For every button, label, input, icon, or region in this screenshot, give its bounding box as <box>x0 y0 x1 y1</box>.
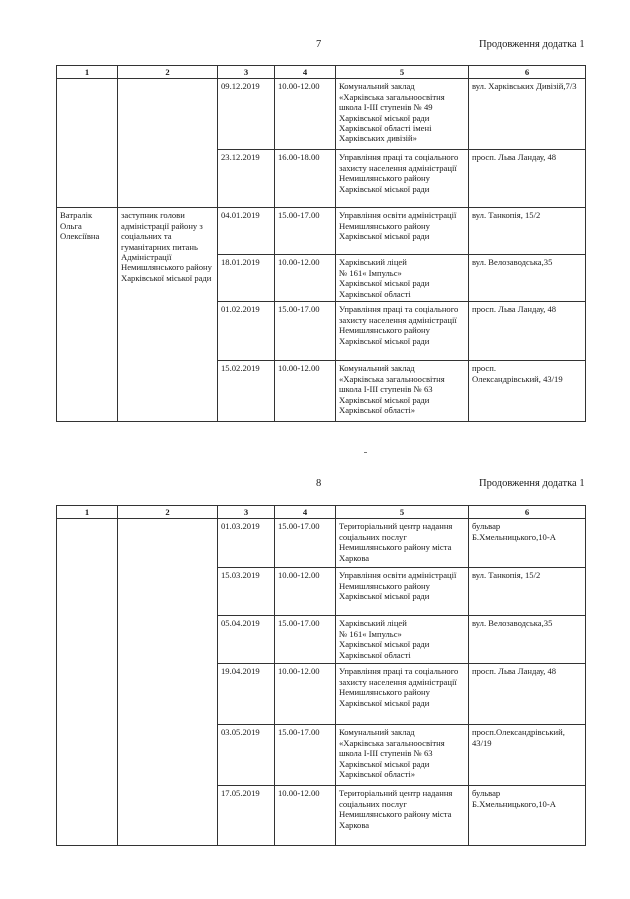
time-cell: 16.00-18.00 <box>275 150 336 208</box>
continuation-note: Продовження додатка 1 <box>479 39 585 50</box>
venue-cell: Комунальний заклад «Харківська загальноосвітня школа І-ІІІ ступенів № 63 Харківської міської ради Харківської області» <box>336 725 469 786</box>
venue-cell: Управління праці та соціального захисту населення адміністрації Немишлянського району Харківської міської ради <box>336 150 469 208</box>
venue-cell: Територіальний центр надання соціальних послуг Немишлянського району міста Харкова <box>336 786 469 846</box>
column-header: 4 <box>275 506 336 519</box>
date-cell: 19.04.2019 <box>218 664 275 725</box>
official-name: Ватралік Ольга Олексіївна <box>57 208 118 422</box>
address-cell: бульвар Б.Хмельницького,10-А <box>469 786 586 846</box>
column-header: 2 <box>118 506 218 519</box>
column-header: 1 <box>57 506 118 519</box>
date-cell: 15.02.2019 <box>218 361 275 422</box>
time-cell: 10.00-12.00 <box>275 664 336 725</box>
address-cell: просп. Льва Ландау, 48 <box>469 302 586 361</box>
position-cell <box>118 519 218 846</box>
column-header-row <box>57 506 586 519</box>
date-cell: 01.03.2019 <box>218 519 275 568</box>
continuation-note: Продовження додатка 1 <box>479 478 585 489</box>
name-cell <box>57 519 118 846</box>
date-cell: 09.12.2019 <box>218 79 275 150</box>
column-header: 2 <box>118 66 218 79</box>
column-header: 5 <box>336 506 469 519</box>
page-number: 7 <box>316 39 322 50</box>
date-cell: 18.01.2019 <box>218 255 275 302</box>
column-header: 6 <box>469 66 586 79</box>
column-header: 3 <box>218 66 275 79</box>
address-cell: просп. Олександрівський, 43/19 <box>469 361 586 422</box>
name-cell <box>57 79 118 208</box>
address-cell: вул. Велозаводська,35 <box>469 616 586 664</box>
venue-cell: Комунальний заклад «Харківська загальноосвітня школа І-ІІІ ступенів № 49 Харківської міської ради Харківської області імені Харківських дивізій» <box>336 79 469 150</box>
date-cell: 05.04.2019 <box>218 616 275 664</box>
address-cell: просп. Льва Ландау, 48 <box>469 150 586 208</box>
venue-cell: Територіальний центр надання соціальних послуг Немишлянського району міста Харкова <box>336 519 469 568</box>
time-cell: 15.00-17.00 <box>275 208 336 255</box>
scan-mark <box>364 452 367 453</box>
official-position: заступник голови адміністрації району з соціальних та гуманітарних питань Адміністрації Немишлянського району Харківської міської ради <box>118 208 218 422</box>
venue-cell: Управління освіти адміністрації Немишлянського району Харківської міської ради <box>336 208 469 255</box>
venue-cell: Управління освіти адміністрації Немишлянського району Харківської міської ради <box>336 568 469 616</box>
date-cell: 03.05.2019 <box>218 725 275 786</box>
page-number: 8 <box>316 478 322 489</box>
address-cell: вул. Велозаводська,35 <box>469 255 586 302</box>
column-header: 4 <box>275 66 336 79</box>
address-cell: вул. Танкопія, 15/2 <box>469 208 586 255</box>
venue-cell: Управління праці та соціального захисту населення адміністрації Немишлянського району Харківської міської ради <box>336 302 469 361</box>
time-cell: 10.00-12.00 <box>275 568 336 616</box>
date-cell: 23.12.2019 <box>218 150 275 208</box>
address-cell: бульвар Б.Хмельницького,10-А <box>469 519 586 568</box>
venue-cell: Харківський ліцей № 161« Імпульс» Харківської міської ради Харківської області <box>336 616 469 664</box>
time-cell: 15.00-17.00 <box>275 725 336 786</box>
table-row <box>57 208 586 255</box>
time-cell: 10.00-12.00 <box>275 79 336 150</box>
time-cell: 15.00-17.00 <box>275 616 336 664</box>
column-header: 6 <box>469 506 586 519</box>
date-cell: 17.05.2019 <box>218 786 275 846</box>
column-header: 3 <box>218 506 275 519</box>
venue-cell: Управління праці та соціального захисту населення адміністрації Немишлянського району Харківської міської ради <box>336 664 469 725</box>
position-cell <box>118 79 218 208</box>
venue-cell: Харківський ліцей № 161« Імпульс» Харківської міської ради Харківської області <box>336 255 469 302</box>
address-cell: просп. Льва Ландау, 48 <box>469 664 586 725</box>
column-header: 5 <box>336 66 469 79</box>
time-cell: 10.00-12.00 <box>275 255 336 302</box>
time-cell: 15.00-17.00 <box>275 519 336 568</box>
column-header-row <box>57 66 586 79</box>
venue-cell: Комунальний заклад «Харківська загальноосвітня школа І-ІІІ ступенів № 63 Харківської міської ради Харківської області» <box>336 361 469 422</box>
date-cell: 04.01.2019 <box>218 208 275 255</box>
time-cell: 15.00-17.00 <box>275 302 336 361</box>
column-header: 1 <box>57 66 118 79</box>
time-cell: 10.00-12.00 <box>275 786 336 846</box>
table-row <box>57 79 586 150</box>
time-cell: 10.00-12.00 <box>275 361 336 422</box>
address-cell: вул. Танкопія, 15/2 <box>469 568 586 616</box>
address-cell: просп.Олександрівський, 43/19 <box>469 725 586 786</box>
date-cell: 15.03.2019 <box>218 568 275 616</box>
address-cell: вул. Харківських Дивізій,7/3 <box>469 79 586 150</box>
date-cell: 01.02.2019 <box>218 302 275 361</box>
table-row <box>57 519 586 568</box>
schedule-table <box>56 65 586 422</box>
schedule-table <box>56 505 586 846</box>
